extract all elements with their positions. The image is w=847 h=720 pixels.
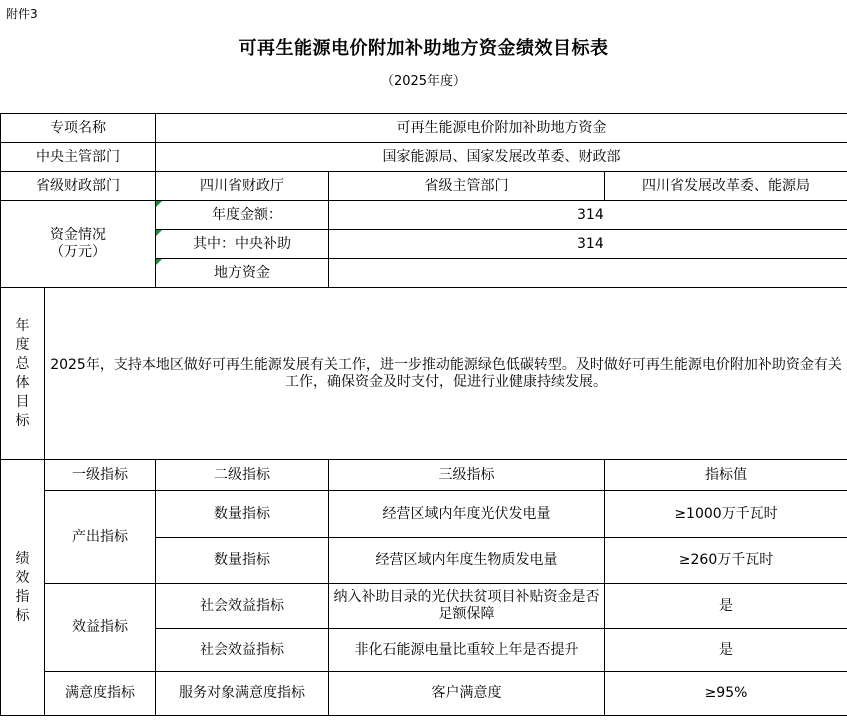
central-dept-value: 国家能源局、国家发展改革委、财政部: [156, 143, 847, 172]
provincial-row: [1, 172, 847, 201]
indicators-section-label-text: 绩效指标: [15, 550, 30, 624]
level1-benefit: 效益指标: [45, 584, 156, 672]
annual-goal-row: [1, 288, 847, 460]
page-title: 可再生能源电价附加补助地方资金绩效目标表: [238, 38, 609, 59]
level2-cell: 数量指标: [156, 538, 329, 584]
indicator-row: [1, 491, 847, 538]
central-dept-row: [1, 143, 847, 172]
annual-goal-text: 2025年，支持本地区做好可再生能源发展有关工作，进一步推动能源绿色低碳转型。及时做好可再生能源电价附加补助资金有关工作，确保资金及时支付，促进行业健康持续发展。: [45, 288, 847, 460]
level2-cell: 服务对象满意度指标: [156, 672, 329, 716]
local-funds-value: [329, 259, 847, 288]
central-dept-label: 中央主管部门: [1, 143, 156, 172]
header-level3: 三级指标: [329, 460, 605, 491]
funds-label-line2: （万元）: [50, 244, 106, 260]
level1-satisfaction: 满意度指标: [45, 672, 156, 716]
value-cell: 是: [605, 584, 847, 629]
prov-finance-value: 四川省财政厅: [156, 172, 329, 201]
header-level2: 二级指标: [156, 460, 329, 491]
central-subsidy-value: 314: [329, 230, 847, 259]
indicators-section-label: [1, 460, 45, 716]
value-cell: ≥260万千瓦时: [605, 538, 847, 584]
funds-label: [1, 201, 156, 288]
central-subsidy-label: 其中：中央补助: [156, 230, 329, 259]
annual-goal-label-text: 年度总体目标: [15, 317, 30, 429]
level1-output: 产出指标: [45, 491, 156, 584]
funds-label-line1: 资金情况: [50, 227, 106, 243]
header-level1: 一级指标: [45, 460, 156, 491]
level2-cell: 社会效益指标: [156, 629, 329, 672]
performance-target-table: [0, 113, 847, 716]
indicator-row: [1, 584, 847, 629]
prov-finance-label: 省级财政部门: [1, 172, 156, 201]
level2-cell: 数量指标: [156, 491, 329, 538]
level3-cell: 经营区域内年度生物质发电量: [329, 538, 605, 584]
level2-cell: 社会效益指标: [156, 584, 329, 629]
level3-cell: 非化石能源电量比重较上年是否提升: [329, 629, 605, 672]
value-cell: ≥95%: [605, 672, 847, 716]
indicator-header-row: [1, 460, 847, 491]
header-value: 指标值: [605, 460, 847, 491]
year-subtitle: （2025年度）: [380, 74, 467, 89]
level3-cell: 经营区域内年度光伏发电量: [329, 491, 605, 538]
attachment-label: 附件3: [6, 7, 38, 21]
value-cell: ≥1000万千瓦时: [605, 491, 847, 538]
funds-annual-row: [1, 201, 847, 230]
project-name-label: 专项名称: [1, 114, 156, 143]
annual-amount-label: 年度金额：: [156, 201, 329, 230]
annual-amount-value: 314: [329, 201, 847, 230]
prov-dept-label: 省级主管部门: [329, 172, 605, 201]
level3-cell: 客户满意度: [329, 672, 605, 716]
project-name-row: [1, 114, 847, 143]
prov-dept-value: 四川省发展改革委、能源局: [605, 172, 847, 201]
indicator-row: [1, 672, 847, 716]
local-funds-label: 地方资金: [156, 259, 329, 288]
value-cell: 是: [605, 629, 847, 672]
project-name-value: 可再生能源电价附加补助地方资金: [156, 114, 847, 143]
level3-cell: 纳入补助目录的光伏扶贫项目补贴资金是否足额保障: [329, 584, 605, 629]
annual-goal-label: [1, 288, 45, 460]
